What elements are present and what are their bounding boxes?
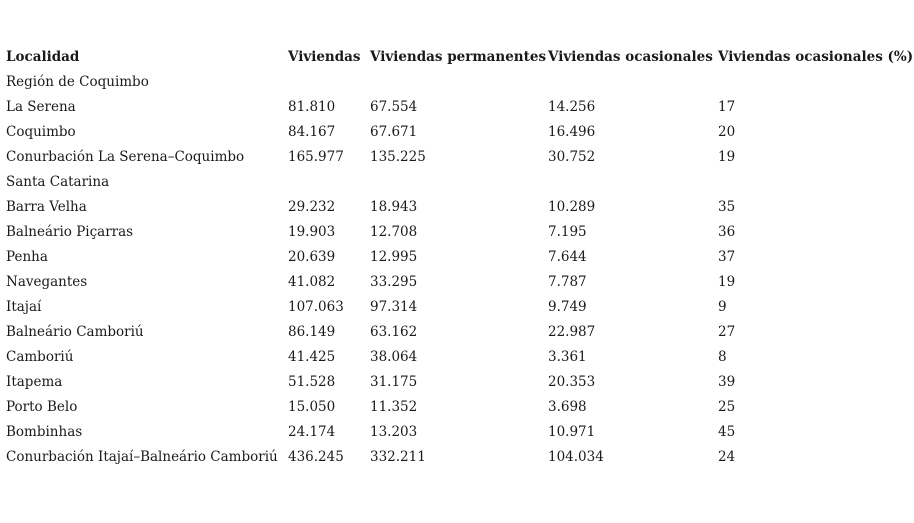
viviendas-cell: 20.639 <box>288 249 336 265</box>
ocasionales-cell: 30.752 <box>548 149 596 165</box>
table-row <box>6 445 913 470</box>
viviendas-cell: 436.245 <box>288 449 344 465</box>
housing-table <box>6 45 913 470</box>
localidad-cell: Balneário Camboriú <box>6 324 144 340</box>
table-header <box>6 45 913 70</box>
viviendas-cell <box>288 170 370 195</box>
ocasionales-cell: 9.749 <box>548 299 587 315</box>
header-viviendas: Viviendas <box>288 49 361 65</box>
localidad-cell: Región de Coquimbo <box>6 74 149 90</box>
viviendas-cell: 41.082 <box>288 274 336 290</box>
viviendas-cell: 24.174 <box>288 424 336 440</box>
ocasionales-pct-cell: 8 <box>718 349 727 365</box>
localidad-cell: Conurbación Itajaí–Balneário Camboriú <box>6 449 278 465</box>
permanentes-cell: 63.162 <box>370 324 418 340</box>
permanentes-cell: 67.671 <box>370 124 418 140</box>
table-row <box>6 420 913 445</box>
ocasionales-pct-cell: 27 <box>718 324 736 340</box>
permanentes-cell: 135.225 <box>370 149 426 165</box>
localidad-cell: Navegantes <box>6 274 88 290</box>
permanentes-cell: 18.943 <box>370 199 418 215</box>
ocasionales-cell: 10.289 <box>548 199 596 215</box>
permanentes-cell: 332.211 <box>370 449 426 465</box>
viviendas-cell: 19.903 <box>288 224 336 240</box>
ocasionales-pct-cell: 17 <box>718 99 736 115</box>
ocasionales-pct-cell <box>718 70 913 95</box>
ocasionales-cell: 22.987 <box>548 324 596 340</box>
ocasionales-cell: 3.698 <box>548 399 587 415</box>
table-row <box>6 320 913 345</box>
permanentes-cell: 12.708 <box>370 224 418 240</box>
viviendas-cell: 86.149 <box>288 324 336 340</box>
localidad-cell: Itapema <box>6 374 63 390</box>
table-row <box>6 345 913 370</box>
viviendas-cell: 29.232 <box>288 199 336 215</box>
ocasionales-pct-cell: 24 <box>718 449 736 465</box>
ocasionales-pct-cell: 45 <box>718 424 736 440</box>
viviendas-cell <box>288 70 370 95</box>
ocasionales-pct-cell: 19 <box>718 274 736 290</box>
permanentes-cell <box>370 70 548 95</box>
table-row <box>6 370 913 395</box>
viviendas-cell: 165.977 <box>288 149 344 165</box>
localidad-cell: Itajaí <box>6 299 42 315</box>
viviendas-cell: 51.528 <box>288 374 336 390</box>
ocasionales-cell: 10.971 <box>548 424 596 440</box>
table-row <box>6 220 913 245</box>
ocasionales-pct-cell: 19 <box>718 149 736 165</box>
localidad-cell: Conurbación La Serena–Coquimbo <box>6 149 245 165</box>
ocasionales-cell: 3.361 <box>548 349 587 365</box>
viviendas-cell: 84.167 <box>288 124 336 140</box>
localidad-cell: La Serena <box>6 99 76 115</box>
ocasionales-cell <box>548 70 718 95</box>
viviendas-cell: 15.050 <box>288 399 336 415</box>
ocasionales-pct-cell: 35 <box>718 199 736 215</box>
table-row <box>6 195 913 220</box>
permanentes-cell: 38.064 <box>370 349 418 365</box>
table-row <box>6 395 913 420</box>
table-row <box>6 120 913 145</box>
permanentes-cell: 13.203 <box>370 424 418 440</box>
table-row <box>6 145 913 170</box>
permanentes-cell: 31.175 <box>370 374 418 390</box>
table-row <box>6 70 913 95</box>
table-row <box>6 95 913 120</box>
permanentes-cell <box>370 170 548 195</box>
permanentes-cell: 97.314 <box>370 299 418 315</box>
table-row <box>6 245 913 270</box>
localidad-cell: Penha <box>6 249 48 265</box>
localidad-cell: Porto Belo <box>6 399 78 415</box>
ocasionales-cell: 104.034 <box>548 449 604 465</box>
ocasionales-cell <box>548 170 718 195</box>
localidad-cell: Balneário Piçarras <box>6 224 134 240</box>
localidad-cell: Camboriú <box>6 349 74 365</box>
viviendas-cell: 81.810 <box>288 99 336 115</box>
permanentes-cell: 12.995 <box>370 249 418 265</box>
ocasionales-pct-cell: 9 <box>718 299 727 315</box>
ocasionales-pct-cell: 37 <box>718 249 736 265</box>
viviendas-cell: 107.063 <box>288 299 344 315</box>
ocasionales-cell: 20.353 <box>548 374 596 390</box>
table-row <box>6 295 913 320</box>
localidad-cell: Coquimbo <box>6 124 76 140</box>
permanentes-cell: 11.352 <box>370 399 418 415</box>
table-row <box>6 270 913 295</box>
table-row <box>6 170 913 195</box>
table-body <box>6 70 913 470</box>
header-localidad: Localidad <box>6 49 80 65</box>
ocasionales-cell: 7.644 <box>548 249 587 265</box>
header-viviendas-ocasionales-pct: Viviendas ocasionales (%) <box>718 49 914 65</box>
header-row <box>6 45 913 70</box>
localidad-cell: Barra Velha <box>6 199 87 215</box>
viviendas-cell: 41.425 <box>288 349 336 365</box>
permanentes-cell: 67.554 <box>370 99 418 115</box>
header-viviendas-permanentes: Viviendas permanentes <box>370 49 547 65</box>
header-viviendas-ocasionales: Viviendas ocasionales <box>548 49 713 65</box>
ocasionales-pct-cell: 20 <box>718 124 736 140</box>
ocasionales-cell: 14.256 <box>548 99 596 115</box>
ocasionales-cell: 16.496 <box>548 124 596 140</box>
ocasionales-pct-cell: 39 <box>718 374 736 390</box>
ocasionales-pct-cell: 36 <box>718 224 736 240</box>
ocasionales-cell: 7.787 <box>548 274 587 290</box>
localidad-cell: Santa Catarina <box>6 174 110 190</box>
localidad-cell: Bombinhas <box>6 424 83 440</box>
ocasionales-pct-cell: 25 <box>718 399 736 415</box>
ocasionales-cell: 7.195 <box>548 224 587 240</box>
ocasionales-pct-cell <box>718 170 913 195</box>
permanentes-cell: 33.295 <box>370 274 418 290</box>
